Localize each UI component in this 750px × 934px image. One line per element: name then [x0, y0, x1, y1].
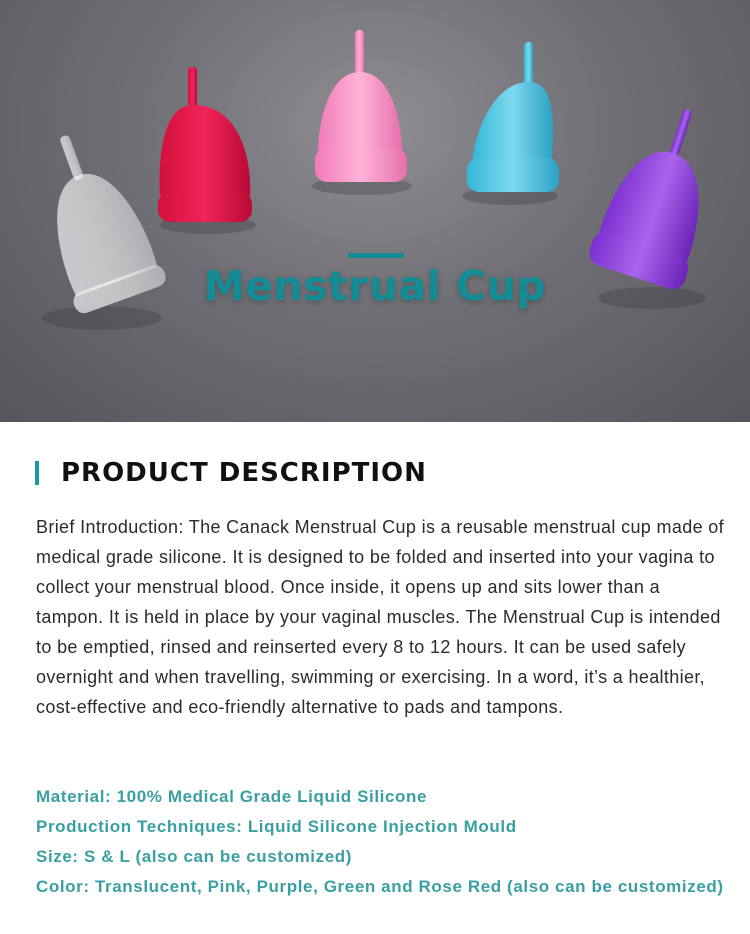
spec-list	[36, 782, 726, 902]
hero-title: Menstrual Cup	[203, 262, 547, 310]
spec-color: Color: Translucent, Pink, Purple, Green and Rose Red (also can be customized)	[36, 877, 724, 896]
cups-illustration	[0, 0, 750, 422]
blue-cup	[467, 42, 559, 192]
section-accent-bar	[35, 461, 39, 485]
section-title: PRODUCT DESCRIPTION	[61, 458, 427, 488]
pink-cup	[315, 30, 407, 182]
spec-production: Production Techniques: Liquid Silicone Injection Mould	[36, 817, 517, 836]
hero-banner	[0, 0, 750, 422]
rose-red-cup	[158, 67, 252, 222]
section-heading	[35, 455, 427, 491]
spec-size: Size: S & L (also can be customized)	[36, 847, 353, 866]
intro-paragraph: Brief Introduction: The Canack Menstrual Cup is a reusable menstrual cup made of medical grade silicone. It is designed to be folded and inserted into your vagina to collect your menstrual blood. Once inside, it opens up and sits lower than a tampon. It is held in place by your vaginal muscles. The Menstrual Cup is intended to be emptied, rinsed and reinserted every 8 to 12 hours. It can be used safely overnight and when travelling, swimming or exercising. In a word, it’s a healthier, cost-effective and eco-friendly alternative to pads and tampons.	[36, 517, 725, 717]
hero-accent-bar	[348, 253, 404, 258]
spec-material: Material: 100% Medical Grade Liquid Silicone	[36, 787, 428, 806]
